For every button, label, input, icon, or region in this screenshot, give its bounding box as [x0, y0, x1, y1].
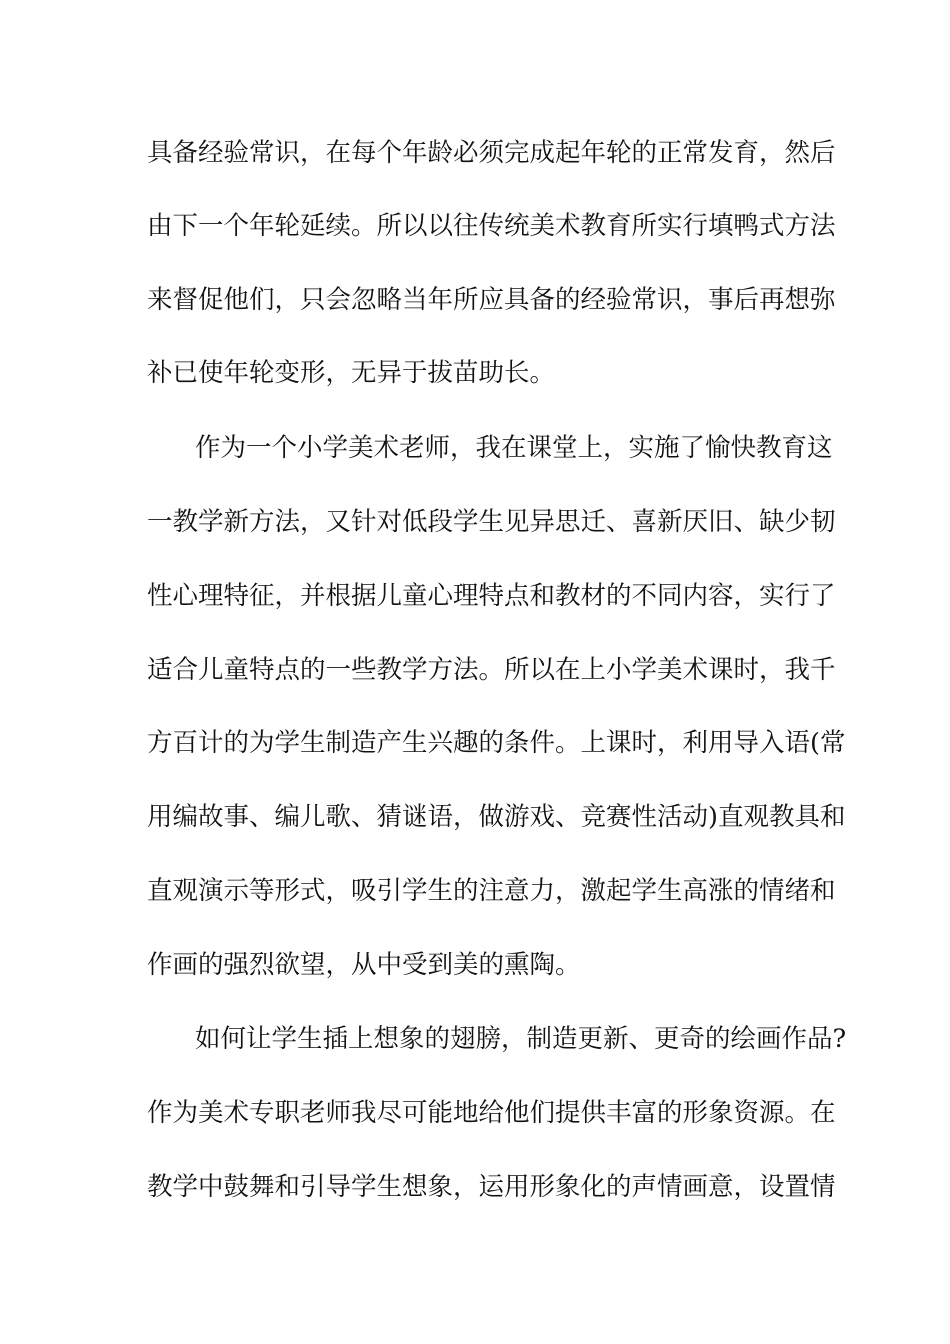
- text-line: 教学中鼓舞和引导学生想象，运用形象化的声情画意，设置情: [147, 1172, 836, 1202]
- paragraph-first-line: 作为一个小学美术老师，我在课堂上，实施了愉快教育这: [195, 433, 833, 463]
- text-line: 补已使年轮变形，无异于拔苗助长。: [147, 358, 556, 388]
- paragraph-first-line: 如何让学生插上想象的翅膀，制造更新、更奇的绘画作品?: [195, 1024, 847, 1054]
- text-line: 方百计的为学生制造产生兴趣的条件。上课时，利用导入语(常: [147, 728, 846, 758]
- text-line: 性心理特征，并根据儿童心理特点和教材的不同内容，实行了: [147, 581, 836, 611]
- text-line: 用编故事、编儿歌、猜谜语，做游戏、竞赛性活动)直观教具和: [147, 802, 846, 832]
- text-line: 作为美术专职老师我尽可能地给他们提供丰富的形象资源。在: [147, 1098, 836, 1128]
- text-line: 直观演示等形式，吸引学生的注意力，激起学生高涨的情绪和: [147, 876, 836, 906]
- text-line: 来督促他们，只会忽略当年所应具备的经验常识，事后再想弥: [147, 285, 836, 315]
- text-line: 由下一个年轮延续。所以以往传统美术教育所实行填鸭式方法: [147, 211, 836, 241]
- text-line: 一教学新方法，又针对低段学生见异思迁、喜新厌旧、缺少韧: [147, 507, 836, 537]
- text-line: 适合儿童特点的一些教学方法。所以在上小学美术课时，我千: [147, 655, 836, 685]
- text-line: 具备经验常识，在每个年龄必须完成起年轮的正常发育，然后: [147, 138, 836, 168]
- text-line: 作画的强烈欲望，从中受到美的熏陶。: [147, 950, 581, 980]
